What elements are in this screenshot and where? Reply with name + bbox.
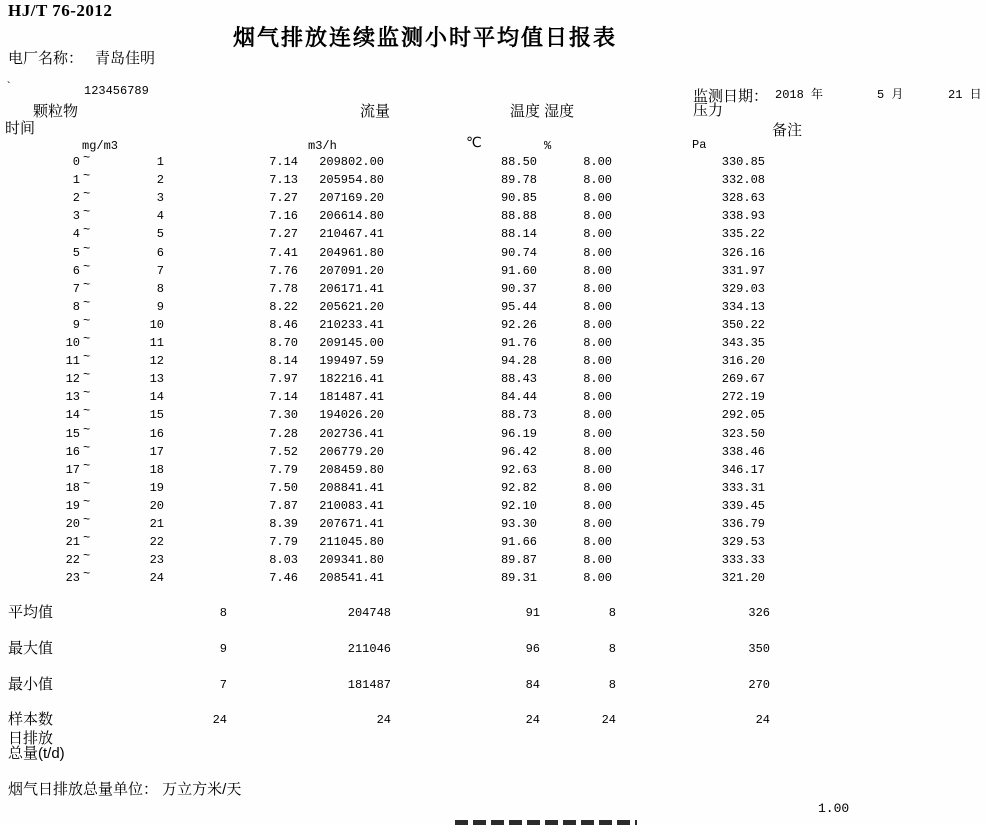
dust-cell: 7.52 [269, 444, 298, 459]
humidity-cell: 8.00 [583, 498, 612, 513]
hour-from-cell: 14 [65, 408, 80, 423]
flow-cell: 206171.41 [319, 281, 384, 296]
flow-cell: 210467.41 [319, 227, 384, 242]
temp-cell: 91.76 [500, 336, 537, 350]
hour-to-cell: 19 [149, 480, 164, 495]
humidity-cell: 8.00 [583, 372, 612, 387]
temp-cell: 92.82 [500, 480, 537, 495]
hour-from-cell: 9 [72, 317, 80, 332]
hour-to-cell: 16 [149, 426, 164, 441]
humidity-cell: 8.00 [583, 155, 612, 169]
hour-from-cell: 2 [72, 191, 80, 206]
hour-to-cell: 21 [149, 517, 164, 531]
flow-cell: 202736.41 [319, 426, 384, 441]
pressure-cell: 338.93 [721, 209, 765, 224]
hour-from-cell: 0 [72, 155, 80, 169]
column-header-remark: 备注 [772, 122, 803, 139]
temp-cell: 92.10 [500, 498, 537, 513]
humidity-cell: 8.00 [583, 336, 612, 350]
pressure-cell: 269.67 [721, 372, 765, 387]
hour-from-cell: 17 [65, 462, 80, 477]
hour-from-cell: 3 [72, 209, 80, 224]
hour-to-cell: 11 [149, 336, 164, 350]
hour-to-cell: 23 [149, 553, 164, 568]
pressure-cell: 326.16 [721, 245, 765, 260]
humidity-cell: 8.00 [583, 535, 612, 550]
pressure-cell: 330.85 [721, 155, 765, 169]
tilde-separator: ~ [83, 169, 91, 184]
pressure-cell: 332.08 [721, 173, 765, 188]
summary-row [0, 712, 986, 730]
tilde-separator: ~ [83, 567, 91, 582]
pressure-cell: 292.05 [721, 408, 765, 423]
humidity-cell: 8.00 [583, 354, 612, 369]
hour-from-cell: 15 [65, 426, 80, 441]
temp-cell: 96.19 [500, 426, 537, 441]
flow-cell: 181487.41 [319, 390, 384, 405]
hour-to-cell: 9 [156, 299, 164, 314]
humidity-cell: 8.00 [583, 444, 612, 459]
temp-cell: 88.43 [500, 372, 537, 387]
table-row [0, 259, 986, 281]
hour-from-cell: 8 [72, 299, 80, 314]
table-row [0, 151, 986, 172]
dust-cell: 7.41 [269, 245, 298, 260]
dust-cell: 7.13 [269, 173, 298, 188]
pressure-cell: 329.53 [721, 535, 765, 550]
hour-to-cell: 13 [149, 372, 164, 387]
tilde-separator: ~ [83, 476, 91, 491]
serial-number: 123456789 [84, 84, 149, 98]
temp-cell: 90.85 [500, 191, 537, 206]
humidity-cell: 8.00 [583, 571, 612, 586]
hour-to-cell: 6 [156, 245, 164, 260]
humidity-cell: 8.00 [583, 263, 612, 278]
flow-cell: 209145.00 [319, 336, 384, 350]
tilde-separator: ~ [83, 205, 91, 220]
humidity-cell: 8.00 [583, 227, 612, 242]
dust-cell: 7.30 [269, 408, 298, 423]
table-row [0, 295, 986, 317]
humidity-cell: 8.00 [583, 245, 612, 260]
hour-to-cell: 20 [149, 498, 164, 513]
dust-cell: 7.27 [269, 227, 298, 242]
dust-cell: 7.46 [269, 571, 298, 586]
temp-cell: 90.37 [500, 281, 537, 296]
hour-from-cell: 13 [65, 390, 80, 405]
daily-emission-label-line2: 总量(t/d) [8, 745, 65, 762]
summary-label: 最小值 [8, 676, 54, 693]
summary-label: 样本数 [8, 711, 54, 728]
tilde-separator: ~ [83, 151, 91, 165]
flow-cell: 194026.20 [319, 408, 384, 423]
pressure-cell: 336.79 [721, 517, 765, 531]
tick-mark: ` [5, 80, 13, 94]
hour-to-cell: 3 [156, 191, 164, 206]
summary-flow-cell: 24 [376, 713, 391, 727]
table-row [0, 277, 986, 299]
unit-temperature: ℃ [466, 135, 482, 151]
hour-from-cell: 18 [65, 480, 80, 495]
flow-cell: 210083.41 [319, 498, 384, 513]
tilde-separator: ~ [83, 259, 91, 274]
column-header-pressure: 压力 [693, 102, 724, 119]
flow-cell: 209802.00 [319, 155, 384, 169]
summary-dust-cell: 9 [219, 642, 227, 656]
tilde-separator: ~ [83, 241, 91, 256]
table-row [0, 368, 986, 389]
temp-cell: 90.74 [500, 245, 537, 260]
hour-from-cell: 6 [72, 263, 80, 278]
table-row [0, 332, 986, 353]
footer-unit-note: 烟气日排放总量单位： 万立方米/天 [8, 781, 242, 798]
temp-cell: 88.14 [500, 227, 537, 242]
cut-off-bold-text [455, 820, 637, 825]
report-title: 烟气排放连续监测小时平均值日报表 [233, 25, 618, 50]
dust-cell: 8.03 [269, 553, 298, 568]
summary-pressure-cell: 24 [755, 713, 770, 727]
summary-row [0, 677, 986, 695]
pressure-cell: 339.45 [721, 498, 765, 513]
table-row [0, 494, 986, 516]
humidity-cell: 8.00 [583, 462, 612, 477]
humidity-cell: 8.00 [583, 408, 612, 423]
hour-to-cell: 8 [156, 281, 164, 296]
dust-cell: 8.46 [269, 317, 298, 332]
pressure-cell: 323.50 [721, 426, 765, 441]
pressure-cell: 328.63 [721, 191, 765, 206]
summary-flow-cell: 211046 [347, 642, 391, 656]
dust-cell: 7.14 [269, 155, 298, 169]
table-row [0, 169, 986, 190]
tilde-separator: ~ [83, 422, 91, 437]
table-row [0, 440, 986, 462]
summary-pressure-cell: 350 [748, 642, 770, 656]
summary-humidity-cell: 8 [608, 678, 616, 692]
humidity-cell: 8.00 [583, 426, 612, 441]
footer-value: 1.00 [818, 801, 850, 816]
flow-cell: 208541.41 [319, 571, 384, 586]
table-row [0, 531, 986, 552]
hour-from-cell: 1 [72, 173, 80, 188]
hour-to-cell: 5 [156, 227, 164, 242]
hour-to-cell: 2 [156, 173, 164, 188]
dust-cell: 7.87 [269, 498, 298, 513]
humidity-cell: 8.00 [583, 480, 612, 495]
hour-to-cell: 15 [149, 408, 164, 423]
standard-label: HJ/T 76-2012 [8, 1, 113, 20]
summary-pressure-cell: 326 [748, 606, 770, 620]
tilde-separator: ~ [83, 386, 91, 401]
pressure-cell: 331.97 [721, 263, 765, 278]
hour-from-cell: 22 [65, 553, 80, 568]
tilde-separator: ~ [83, 223, 91, 238]
summary-label: 最大值 [8, 640, 54, 657]
column-header-time: 时间 [5, 120, 36, 137]
tilde-separator: ~ [83, 350, 91, 365]
table-row [0, 549, 986, 570]
temp-cell: 95.44 [500, 299, 537, 314]
temp-cell: 89.31 [500, 571, 537, 586]
monitor-date-label: 监测日期： [693, 88, 769, 105]
summary-dust-cell: 7 [219, 678, 227, 692]
summary-humidity-cell: 8 [608, 606, 616, 620]
summary-flow-cell: 204748 [347, 606, 391, 620]
hour-from-cell: 11 [65, 354, 80, 369]
hour-to-cell: 1 [156, 155, 164, 169]
flow-cell: 205954.80 [319, 173, 384, 188]
temp-cell: 91.60 [500, 263, 537, 278]
tilde-separator: ~ [83, 494, 91, 509]
dust-cell: 7.79 [269, 535, 298, 550]
column-header-dust: 颗粒物 [33, 103, 79, 120]
hour-from-cell: 21 [65, 535, 80, 550]
table-row [0, 404, 986, 425]
dust-cell: 7.76 [269, 263, 298, 278]
temp-cell: 96.42 [500, 444, 537, 459]
pressure-cell: 338.46 [721, 444, 765, 459]
dust-cell: 8.14 [269, 354, 298, 369]
summary-row [0, 641, 986, 659]
dust-cell: 7.97 [269, 372, 298, 387]
hour-to-cell: 22 [149, 535, 164, 550]
pressure-cell: 334.13 [721, 299, 765, 314]
table-row [0, 241, 986, 263]
tilde-separator: ~ [83, 368, 91, 383]
flow-cell: 211045.80 [319, 535, 384, 550]
pressure-cell: 272.19 [721, 390, 765, 405]
pressure-cell: 321.20 [721, 571, 765, 586]
hour-from-cell: 23 [65, 571, 80, 586]
flow-cell: 182216.41 [319, 372, 384, 387]
temp-cell: 88.88 [500, 209, 537, 224]
table-row [0, 458, 986, 480]
flow-cell: 210233.41 [319, 317, 384, 332]
pressure-cell: 329.03 [721, 281, 765, 296]
tilde-separator: ~ [83, 458, 91, 473]
dust-cell: 7.16 [269, 209, 298, 224]
tilde-separator: ~ [83, 513, 91, 527]
unit-flow: m3/h [308, 139, 337, 153]
temp-cell: 92.26 [500, 317, 537, 332]
hour-from-cell: 20 [65, 517, 80, 531]
monitor-date-year: 2018 年 [775, 88, 824, 102]
flow-cell: 208841.41 [319, 480, 384, 495]
hour-to-cell: 12 [149, 354, 164, 369]
monitor-date-month: 5 月 [877, 88, 904, 102]
summary-temp-cell: 91 [525, 606, 540, 620]
table-row [0, 567, 986, 588]
temp-cell: 89.78 [500, 173, 537, 188]
pressure-cell: 343.35 [721, 336, 765, 350]
dust-cell: 7.78 [269, 281, 298, 296]
humidity-cell: 8.00 [583, 317, 612, 332]
temp-cell: 88.73 [500, 408, 537, 423]
humidity-cell: 8.00 [583, 281, 612, 296]
hour-to-cell: 4 [156, 209, 164, 224]
hour-to-cell: 7 [156, 263, 164, 278]
pressure-cell: 333.33 [721, 553, 765, 568]
hour-to-cell: 18 [149, 462, 164, 477]
tilde-separator: ~ [83, 277, 91, 292]
column-header-temp-humidity: 温度 湿度 [510, 103, 575, 120]
pressure-cell: 316.20 [721, 354, 765, 369]
unit-dust: mg/m3 [82, 139, 119, 153]
table-row [0, 476, 986, 498]
hour-to-cell: 17 [149, 444, 164, 459]
dust-cell: 7.14 [269, 390, 298, 405]
flow-cell: 207091.20 [319, 263, 384, 278]
humidity-cell: 8.00 [583, 517, 612, 531]
table-row [0, 187, 986, 208]
daily-emission-label-line1: 日排放 [8, 730, 54, 747]
tilde-separator: ~ [83, 332, 91, 346]
tilde-separator: ~ [83, 187, 91, 202]
hour-from-cell: 5 [72, 245, 80, 260]
tilde-separator: ~ [83, 295, 91, 310]
pressure-cell: 333.31 [721, 480, 765, 495]
hour-from-cell: 16 [65, 444, 80, 459]
plant-name-label: 电厂名称： [8, 50, 84, 67]
hour-from-cell: 7 [72, 281, 80, 296]
summary-dust-cell: 24 [212, 713, 227, 727]
humidity-cell: 8.00 [583, 209, 612, 224]
tilde-separator: ~ [83, 404, 91, 419]
hour-to-cell: 10 [149, 317, 164, 332]
pressure-cell: 335.22 [721, 227, 765, 242]
table-row [0, 513, 986, 534]
flow-cell: 206614.80 [319, 209, 384, 224]
tilde-separator: ~ [83, 313, 91, 328]
table-row [0, 313, 986, 335]
summary-humidity-cell: 8 [608, 642, 616, 656]
summary-row [0, 605, 986, 623]
flow-cell: 207169.20 [319, 191, 384, 206]
summary-pressure-cell: 270 [748, 678, 770, 692]
tilde-separator: ~ [83, 549, 91, 564]
flow-cell: 206779.20 [319, 444, 384, 459]
flow-cell: 199497.59 [319, 354, 384, 369]
summary-temp-cell: 84 [525, 678, 540, 692]
summary-flow-cell: 181487 [347, 678, 391, 692]
humidity-cell: 8.00 [583, 390, 612, 405]
dust-cell: 8.22 [269, 299, 298, 314]
pressure-cell: 346.17 [721, 462, 765, 477]
dust-cell: 8.70 [269, 336, 298, 350]
humidity-cell: 8.00 [583, 191, 612, 206]
monitor-date-day: 21 日 [948, 88, 982, 102]
summary-dust-cell: 8 [219, 606, 227, 620]
summary-humidity-cell: 24 [601, 713, 616, 727]
flow-cell: 205621.20 [319, 299, 384, 314]
plant-name-value: 青岛佳明 [95, 50, 156, 67]
temp-cell: 92.63 [500, 462, 537, 477]
summary-label: 平均值 [8, 604, 54, 621]
temp-cell: 84.44 [500, 390, 537, 405]
hour-from-cell: 19 [65, 498, 80, 513]
dust-cell: 7.28 [269, 426, 298, 441]
temp-cell: 93.30 [500, 517, 537, 531]
table-row [0, 386, 986, 407]
hour-to-cell: 14 [149, 390, 164, 405]
summary-temp-cell: 96 [525, 642, 540, 656]
table-row [0, 350, 986, 371]
temp-cell: 91.66 [500, 535, 537, 550]
flow-cell: 207671.41 [319, 517, 384, 531]
hour-from-cell: 10 [65, 336, 80, 350]
humidity-cell: 8.00 [583, 553, 612, 568]
flow-cell: 209341.80 [319, 553, 384, 568]
tilde-separator: ~ [83, 440, 91, 455]
temp-cell: 94.28 [500, 354, 537, 369]
flow-cell: 208459.80 [319, 462, 384, 477]
column-header-flow: 流量 [360, 103, 391, 120]
tilde-separator: ~ [83, 531, 91, 546]
table-row [0, 422, 986, 444]
temp-cell: 88.50 [500, 155, 537, 169]
hour-from-cell: 4 [72, 227, 80, 242]
dust-cell: 7.27 [269, 191, 298, 206]
dust-cell: 7.50 [269, 480, 298, 495]
humidity-cell: 8.00 [583, 299, 612, 314]
table-row [0, 223, 986, 244]
pressure-cell: 350.22 [721, 317, 765, 332]
flow-cell: 204961.80 [319, 245, 384, 260]
unit-humidity: % [544, 139, 552, 153]
summary-temp-cell: 24 [525, 713, 540, 727]
temp-cell: 89.87 [500, 553, 537, 568]
hour-from-cell: 12 [65, 372, 80, 387]
unit-pressure: Pa [692, 138, 707, 152]
table-row [0, 205, 986, 226]
humidity-cell: 8.00 [583, 173, 612, 188]
dust-cell: 7.79 [269, 462, 298, 477]
hour-to-cell: 24 [149, 571, 164, 586]
dust-cell: 8.39 [269, 517, 298, 531]
